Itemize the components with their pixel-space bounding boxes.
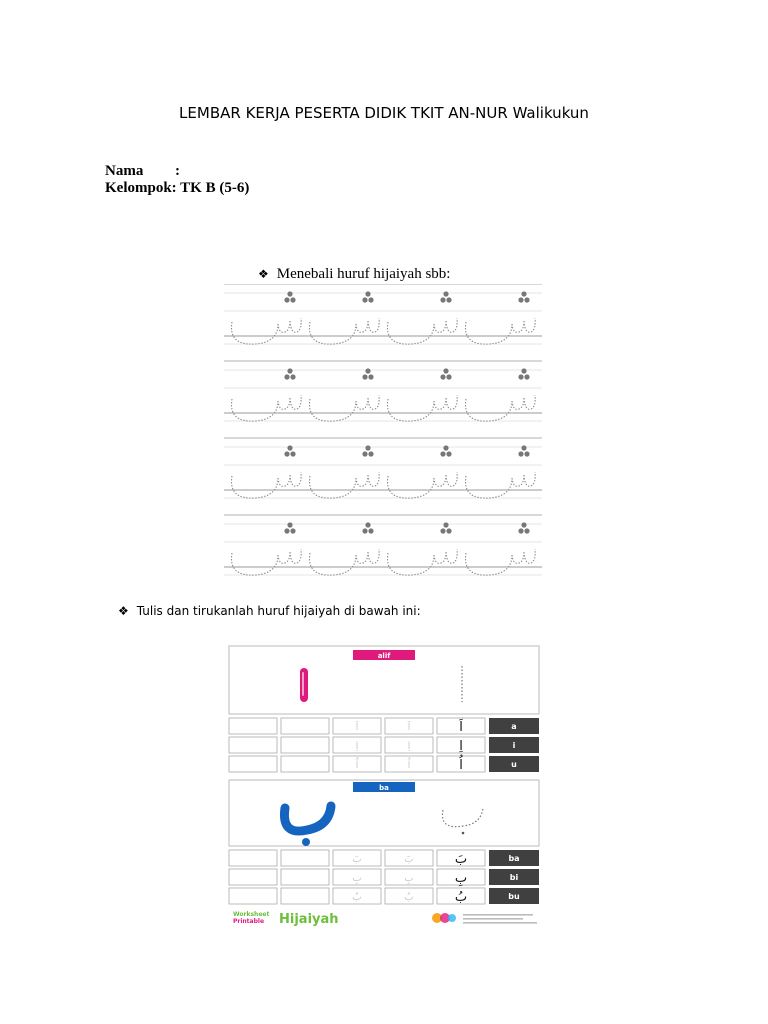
faded-glyph: اُ — [355, 760, 359, 771]
faded-glyph: بُ — [352, 892, 362, 903]
kelompok-value: TK B (5-6) — [180, 180, 250, 196]
trace-row — [224, 438, 542, 498]
model-glyph: بُ — [454, 890, 468, 905]
syllable-label: a — [511, 722, 517, 731]
trace-row — [224, 515, 542, 575]
trace-row — [224, 361, 542, 421]
faded-glyph: اِ — [407, 741, 411, 752]
model-glyph: اَ — [459, 720, 463, 735]
practice-row — [229, 869, 539, 887]
syllable-label: ba — [508, 854, 520, 863]
syllable-label: i — [512, 741, 516, 750]
bullet-icon: ❖ — [118, 604, 129, 618]
model-glyph: بَ — [454, 852, 468, 867]
brand-bottom: Printable — [233, 918, 265, 925]
instruction-copy — [118, 604, 421, 618]
practice-row — [229, 718, 539, 735]
writing-cell — [281, 756, 329, 772]
faded-glyph: بِ — [404, 873, 414, 884]
instruction-trace-text: Menebali huruf hijaiyah sbb: — [276, 266, 451, 282]
writing-cell — [281, 718, 329, 734]
faded-glyph: اَ — [407, 722, 411, 733]
faded-glyph: بَ — [352, 854, 362, 865]
ba-dotted-guide — [442, 808, 483, 827]
writing-cell — [281, 888, 329, 904]
model-glyph: اِ — [459, 739, 463, 754]
nama-field — [105, 163, 180, 180]
footer-logo-icon — [432, 913, 456, 923]
bullet-icon: ❖ — [258, 267, 269, 281]
hijaiyah-worksheet — [205, 640, 565, 930]
instruction-copy-text: Tulis dan tirukanlah huruf hijaiyah di bawah ini: — [136, 604, 421, 618]
writing-cell — [229, 737, 277, 753]
writing-cell — [281, 850, 329, 866]
brand-title: Hijaiyah — [279, 912, 339, 927]
tracing-worksheet — [224, 284, 544, 590]
instruction-trace — [258, 266, 450, 283]
practice-row — [229, 754, 539, 773]
practice-row — [229, 888, 539, 905]
writing-cell — [229, 869, 277, 885]
page-title: LEMBAR KERJA PESERTA DIDIK TKIT AN-NUR Walikukun — [179, 104, 589, 122]
faded-glyph: اَ — [355, 722, 359, 733]
kelompok-field — [105, 180, 249, 197]
faded-glyph: اُ — [407, 760, 411, 771]
writing-cell — [229, 888, 277, 904]
syllable-label: bi — [509, 873, 519, 882]
writing-cell — [229, 850, 277, 866]
writing-cell — [281, 869, 329, 885]
alif-practice-rows — [229, 718, 539, 773]
practice-row — [229, 737, 539, 754]
model-glyph: بِ — [454, 871, 468, 886]
ba-practice-rows — [229, 850, 539, 905]
footer-url-lines — [463, 914, 537, 924]
ba-big-letter — [284, 806, 331, 831]
practice-row — [229, 850, 539, 867]
trace-row — [224, 284, 542, 344]
writing-cell — [281, 737, 329, 753]
syllable-label: u — [511, 760, 517, 769]
faded-glyph: بَ — [404, 854, 414, 865]
writing-cell — [229, 718, 277, 734]
nama-separator: : — [175, 163, 180, 179]
faded-glyph: بُ — [404, 892, 414, 903]
syllable-label: bu — [508, 892, 520, 901]
faded-glyph: اِ — [355, 741, 359, 752]
kelompok-label: Kelompok: — [105, 180, 177, 196]
nama-label: Nama — [105, 163, 144, 179]
alif-name: alif — [377, 652, 391, 660]
model-glyph: اُ — [459, 758, 463, 773]
faded-glyph: بِ — [352, 873, 362, 884]
ba-name: ba — [379, 784, 389, 792]
brand-top: Worksheet — [233, 911, 270, 918]
writing-cell — [229, 756, 277, 772]
